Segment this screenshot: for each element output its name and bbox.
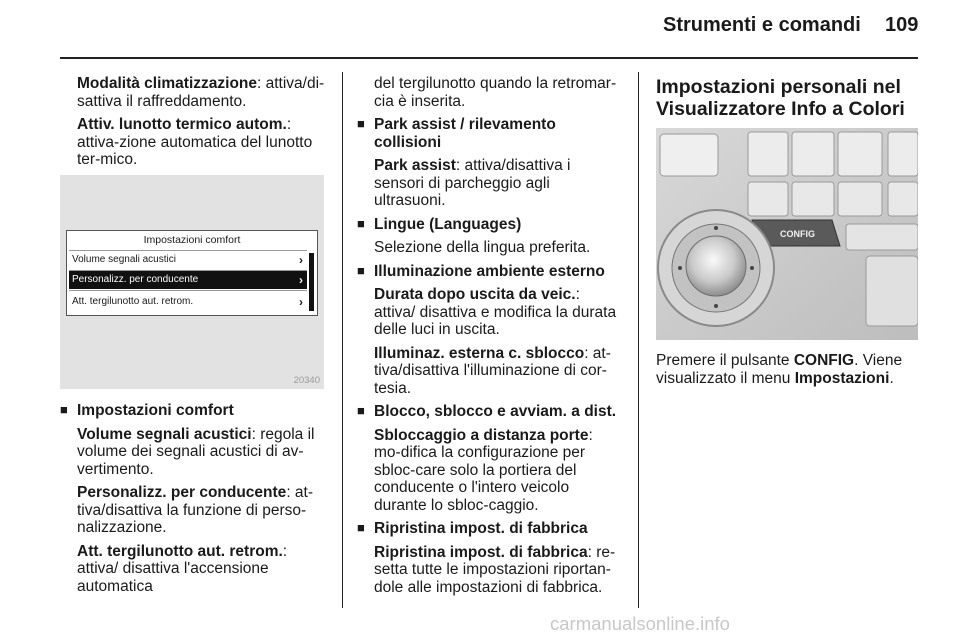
bullet-exterior-lighting: ■ Illuminazione ambiente esterno — [357, 262, 605, 280]
chevron-right-icon: › — [299, 273, 303, 287]
comfort-settings-figure — [60, 175, 324, 389]
column-divider-1 — [342, 72, 343, 608]
bullet-languages: ■ Lingue (Languages) — [357, 215, 522, 233]
figure-code: 20340 — [293, 375, 320, 386]
bullet-factory-reset: ■ Ripristina impost. di fabbrica — [357, 520, 588, 537]
console-button — [792, 132, 834, 176]
console-button — [660, 134, 718, 176]
control-knob — [686, 236, 746, 296]
bullet-comfort-settings: ■ Impostazioni comfort — [60, 402, 234, 419]
dot — [678, 266, 682, 270]
console-button — [888, 182, 918, 216]
paragraph-remote-unlock: Sbloccaggio a distanza porte: mo-difica la configurazione per sbloc-care solo la portiera del conducente o l'intero veicolo durante lo sbloc-caggio. — [374, 426, 593, 514]
scrollbar[interactable] — [309, 253, 314, 311]
bullet-park-assist: ■ Park assist / rilevamento collisioni — [357, 116, 556, 151]
menu-item-personalization[interactable]: Personalizz. per conducente › — [69, 271, 307, 289]
column-divider-2 — [638, 72, 639, 608]
paragraph-continued: del tergilunotto quando la retromar-cia è inserita. — [374, 75, 617, 110]
header-rule — [60, 57, 918, 59]
chevron-right-icon: › — [299, 253, 303, 267]
paragraph-unlock-lighting: Illuminaz. esterna c. sblocco: at-tiva/disattiva l'illuminazione di cor-tesia. — [374, 344, 611, 397]
column-3 — [656, 76, 918, 120]
paragraph-personalization: Personalizz. per conducente: at-tiva/disattiva la funzione di perso-nalizzazione. — [77, 484, 314, 536]
column-2 — [357, 75, 622, 602]
console-photo — [656, 128, 918, 340]
column-3-text — [656, 352, 918, 393]
bullet-square-icon: ■ — [357, 403, 365, 418]
display-screen — [66, 230, 318, 316]
watermark-credit: carmanualsonline.info — [550, 613, 730, 634]
bullet-remote-lock: ■ Blocco, sblocco e avviam. a dist. — [357, 403, 617, 420]
dot — [750, 266, 754, 270]
dot — [714, 226, 718, 230]
paragraph-config: Premere il pulsante CONFIG. Viene visualizzato il menu Impostazioni. — [656, 352, 903, 387]
bullet-square-icon: ■ — [60, 402, 68, 417]
paragraph-rear-window: Attiv. lunotto termico autom.: attiva-zione automatica del lunotto ter-mico. — [77, 116, 313, 168]
section-heading: Impostazioni personali nel Visualizzatore Info a Colori — [656, 76, 905, 120]
console-button — [846, 224, 918, 250]
screen-title: Impostazioni comfort — [143, 234, 241, 246]
chevron-right-icon: › — [299, 295, 303, 309]
paragraph-volume: Volume segnali acustici: regola il volume dei segnali acustici di av-vertimento. — [77, 425, 315, 478]
column-1 — [60, 75, 325, 175]
menu-item-volume[interactable]: Volume segnali acustici › — [72, 253, 303, 267]
dot — [714, 304, 718, 308]
paragraph-park-assist: Park assist: attiva/disattiva i sensori di parcheggio agli ultrasuoni. — [374, 157, 571, 209]
divider — [69, 290, 307, 291]
config-button-label: CONFIG — [780, 229, 815, 239]
paragraph-rear-wiper: Att. tergilunotto aut. retrom.: attiva/ disattiva l'accensione automatica — [77, 542, 288, 595]
bullet-square-icon: ■ — [357, 262, 365, 278]
paragraph-factory-reset: Ripristina impost. di fabbrica: re-setta tutte le impostazioni riportan-dole alle impostazioni di fabbrica. — [374, 543, 616, 596]
console-button — [748, 182, 788, 216]
page-header-title: Strumenti e comandi — [663, 14, 861, 36]
console-button — [838, 182, 882, 216]
console-button — [888, 132, 918, 176]
page-number: 109 — [885, 14, 919, 36]
console-button — [866, 256, 918, 326]
bullet-square-icon: ■ — [357, 520, 365, 535]
bullet-square-icon: ■ — [357, 215, 365, 231]
paragraph-climate-mode: Modalità climatizzazione: attiva/di-sattiva il raffreddamento. — [77, 75, 325, 110]
bullet-square-icon: ■ — [357, 116, 365, 131]
paragraph-exit-duration: Durata dopo uscita da veic.: attiva/ disattiva e modifica la durata delle luci in uscita. — [374, 286, 617, 338]
paragraph-languages: Selezione della lingua preferita. — [374, 239, 591, 256]
column-1-lower — [60, 402, 325, 601]
menu-item-rear-wiper[interactable]: Att. tergilunotto aut. retrom. › — [72, 295, 303, 309]
console-button — [748, 132, 788, 176]
console-button — [792, 182, 834, 216]
console-button — [838, 132, 882, 176]
